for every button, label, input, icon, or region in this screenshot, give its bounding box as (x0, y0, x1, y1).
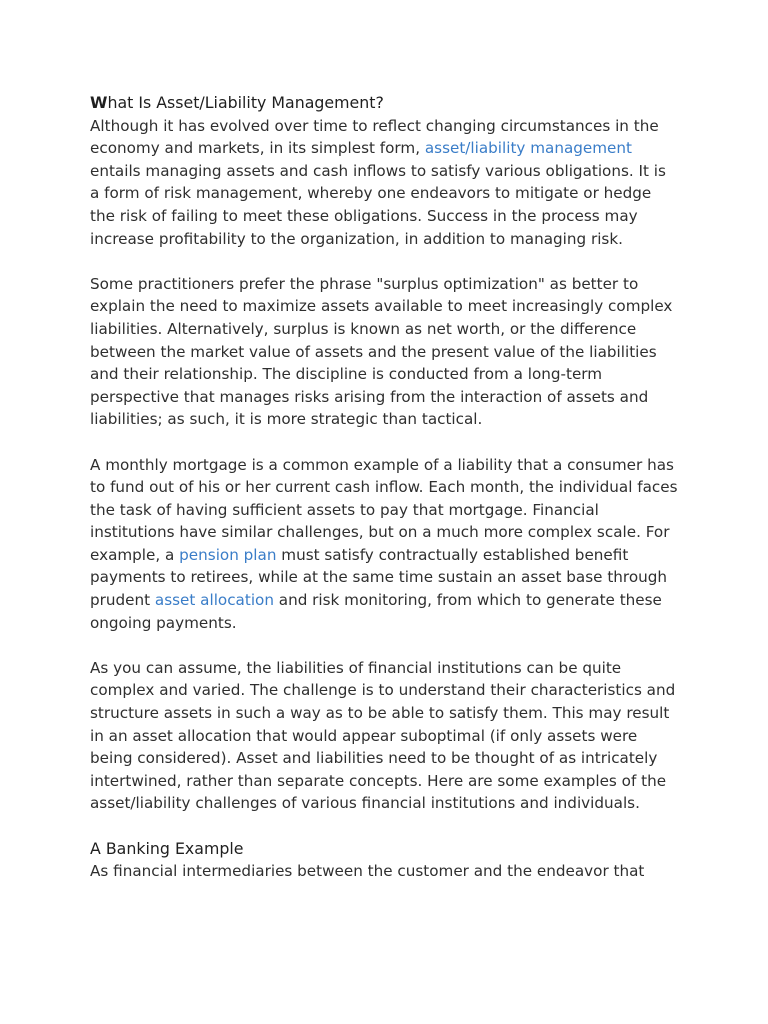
paragraph-intro-text-a: Although it has evolved over time to reflect changing circumstances in the economy and markets, in its simplest form, (90, 116, 659, 158)
paragraph-mortgage-text-a: A monthly mortgage is a common example of a liability that a consumer has to fund out of his or her current cash inflow. Each month, the individual faces the task of having sufficient assets to pay that mortgage. Financial institutions have similar challenges, but on a much more complex scale. For example, a (90, 455, 678, 564)
paragraph-mortgage-text-b: must satisfy contractually established benefit payments to retirees, while at the same time sustain an asset base through prudent (90, 545, 667, 610)
paragraph-intro (90, 115, 680, 251)
title-rest: hat Is Asset/Liability Management? (107, 93, 384, 112)
page-title (90, 92, 680, 115)
paragraph-surplus: Some practitioners prefer the phrase "surplus optimization" as better to explain the need to maximize assets available to meet increasingly complex liabilities. Alternatively, surplus is known as net worth, or the difference between the market value of assets and the present value of the liabilities and their relationship. The discipline is conducted from a long-term perspective that manages risks arising from the interaction of assets and liabilities; as such, it is more strategic than tactical. (90, 274, 673, 429)
paragraph-liabilities: As you can assume, the liabilities of financial institutions can be quite complex and varied. The challenge is to understand their characteristics and structure assets in such a way as to be able to satisfy them. This may result in an asset allocation that would appear suboptimal (if only assets were being considered). Asset and liabilities need to be thought of as intricately intertwined, rather than separate concepts. Here are some examples of the asset/liability challenges of various financial institutions and individuals. (90, 658, 676, 813)
paragraph-mortgage (90, 454, 680, 635)
paragraph-mortgage-text-c: and risk monitoring, from which to generate these ongoing payments. (90, 591, 662, 632)
link-pension-plan[interactable]: pension plan (179, 545, 277, 564)
paragraph-intro-text-b: entails managing assets and cash inflows to satisfy various obligations. It is a form of risk management, whereby one endeavors to mitigate or hedge the risk of failing to meet these obligations. Success in the process may increase profitability to the organization, in addition to managing risk. (90, 161, 666, 248)
section-heading-banking-example: A Banking Example (90, 838, 244, 858)
link-asset-liability-management[interactable]: asset/liability management (424, 139, 632, 158)
link-asset-allocation[interactable]: asset allocation (154, 591, 274, 610)
document-body (90, 92, 680, 883)
paragraph-banking: As financial intermediaries between the customer and the endeavor that (90, 862, 645, 881)
title-first-letter: W (90, 93, 108, 112)
